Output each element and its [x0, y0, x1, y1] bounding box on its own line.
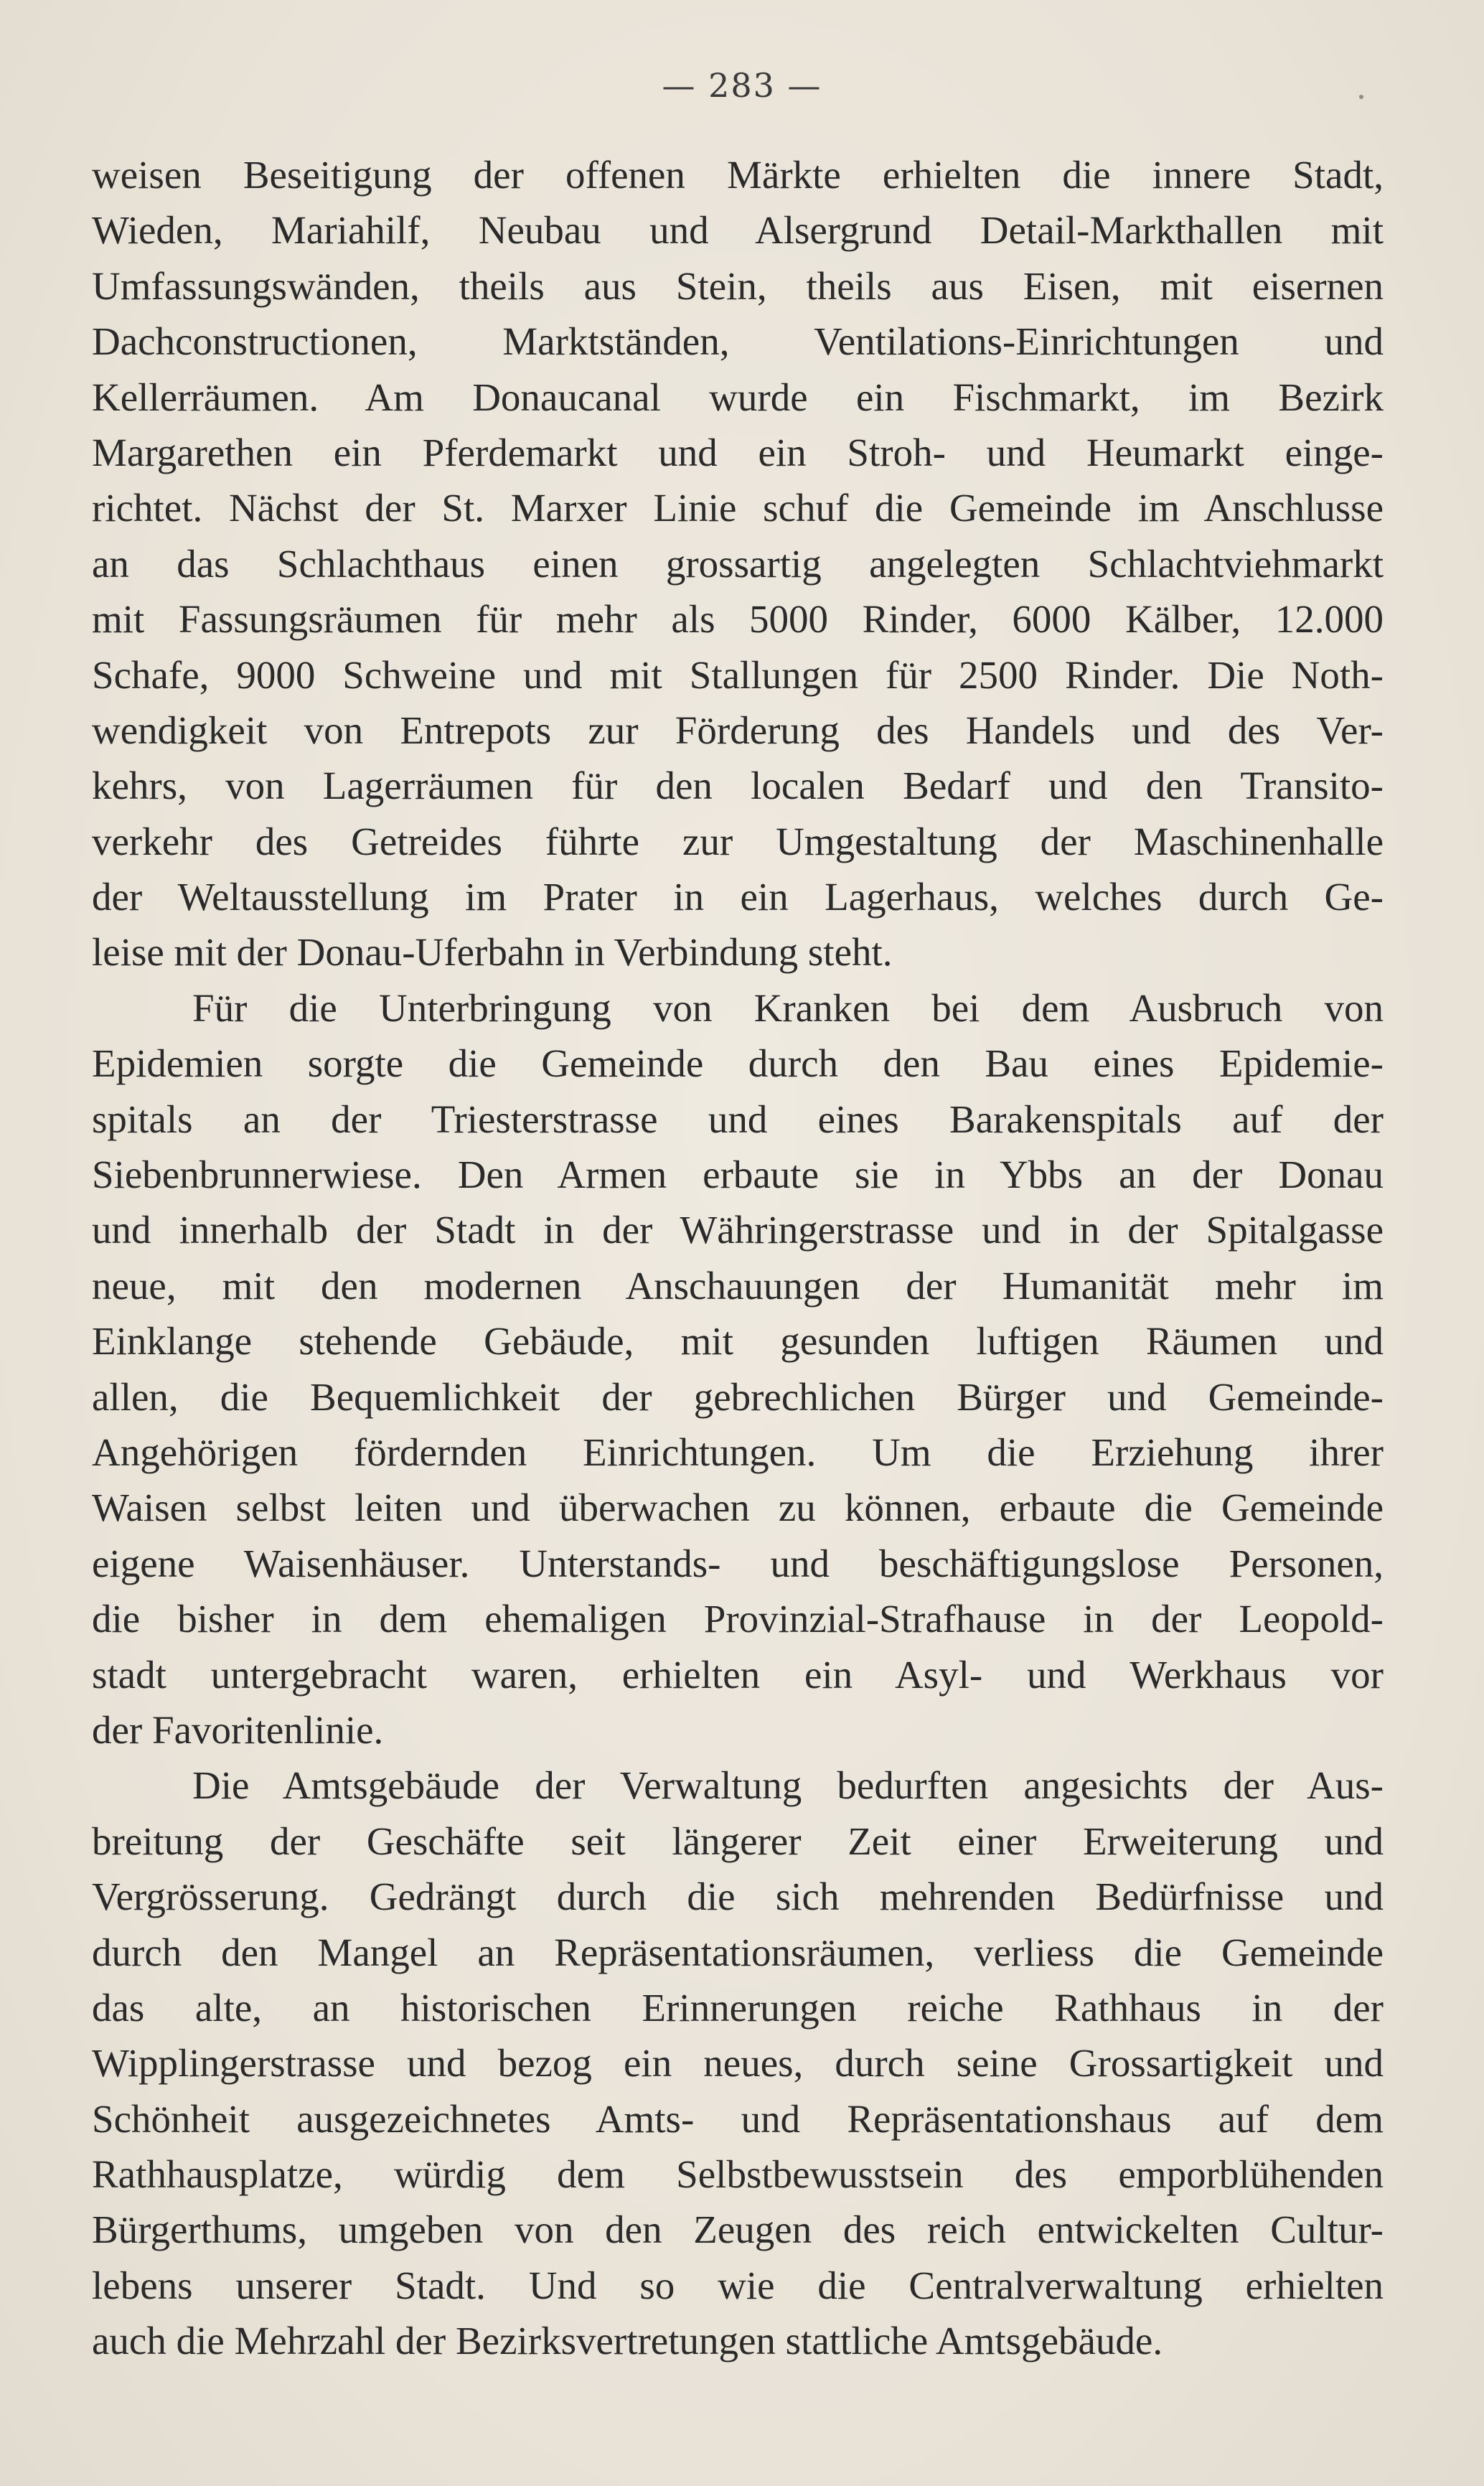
text-line: auch die Mehrzahl der Bezirksvertretungen stattliche Amtsgebäude.: [92, 2319, 1163, 2363]
text-line: Bürgerthums, umgeben von den Zeugen des reich entwickelten Cultur-: [92, 2208, 1384, 2252]
text-line: durch den Mangel an Repräsentationsräumen, verliess die Gemeinde: [92, 1930, 1384, 1974]
text-line: Siebenbrunnerwiese. Den Armen erbaute sie in Ybbs an der Donau: [92, 1153, 1384, 1197]
text-line: verkehr des Getreides führte zur Umgestaltung der Maschinenhalle: [92, 819, 1384, 863]
text-line: Epidemien sorgte die Gemeinde durch den Bau eines Epidemie-: [92, 1041, 1384, 1086]
text-line: Rathhausplatze, würdig dem Selbstbewusstsein des emporblühenden: [92, 2152, 1384, 2197]
text-line: Dachconstructionen, Marktständen, Ventilations-Einrichtungen und: [92, 319, 1384, 364]
page-number: — 283 —: [662, 66, 822, 105]
text-line: spitals an der Triesterstrasse und eines Barakenspitals auf der: [92, 1097, 1384, 1141]
text-line: Die Amtsgebäude der Verwaltung bedurften angesichts der Aus-: [192, 1763, 1384, 1808]
text-line: Kellerräumen. Am Donaucanal wurde ein Fischmarkt, im Bezirk: [92, 375, 1384, 419]
text-line: lebens unserer Stadt. Und so wie die Centralverwaltung erhielten: [92, 2263, 1384, 2307]
text-line: Waisen selbst leiten und überwachen zu können, erbaute die Gemeinde: [92, 1486, 1384, 1530]
text-line: mit Fassungsräumen für mehr als 5000 Rinder, 6000 Kälber, 12.000: [92, 597, 1384, 642]
text-line: kehrs, von Lagerräumen für den localen Bedarf und den Transito-: [92, 764, 1384, 808]
text-line: weisen Beseitigung der offenen Märkte erhielten die innere Stadt,: [92, 153, 1384, 197]
paragraph: [92, 1758, 1384, 2368]
text-line: Vergrösserung. Gedrängt durch die sich mehrenden Bedürfnisse und: [92, 1875, 1384, 1919]
text-line: breitung der Geschäfte seit längerer Zeit einer Erweiterung und: [92, 1819, 1384, 1863]
text-line: Margarethen ein Pferdemarkt und ein Stroh- und Heumarkt einge-: [92, 430, 1384, 474]
text-line: das alte, an historischen Erinnerungen reiche Rathhaus in der: [92, 1985, 1384, 2030]
text-line: der Weltausstellung im Prater in ein Lagerhaus, welches durch Ge-: [92, 875, 1384, 919]
text-line: Umfassungswänden, theils aus Stein, theils aus Eisen, mit eisernen: [92, 263, 1384, 308]
text-line: richtet. Nächst der St. Marxer Linie schuf die Gemeinde im Anschlusse: [92, 486, 1384, 530]
text-line: leise mit der Donau-Uferbahn in Verbindung steht.: [92, 930, 893, 975]
paragraph: [92, 147, 1384, 980]
body-text: [92, 147, 1384, 2369]
text-line: stadt untergebracht waren, erhielten ein Asyl- und Werkhaus vor: [92, 1652, 1384, 1697]
text-line: wendigkeit von Entrepots zur Förderung des Handels und des Ver-: [92, 708, 1384, 752]
text-line: an das Schlachthaus einen grossartig angelegten Schlachtviehmarkt: [92, 541, 1384, 586]
text-line: Einklange stehende Gebäude, mit gesunden luftigen Räumen und: [92, 1319, 1384, 1364]
text-line: Wipplingerstrasse und bezog ein neues, durch seine Grossartigkeit und: [92, 2041, 1384, 2086]
text-line: allen, die Bequemlichkeit der gebrechlichen Bürger und Gemeinde-: [92, 1374, 1384, 1419]
text-line: und innerhalb der Stadt in der Währingerstrasse und in der Spitalgasse: [92, 1208, 1384, 1252]
paragraph: [92, 980, 1384, 1758]
text-line: der Favoritenlinie.: [92, 1707, 384, 1752]
text-line: neue, mit den modernen Anschauungen der Humanität mehr im: [92, 1263, 1384, 1308]
text-line: Schafe, 9000 Schweine und mit Stallungen für 2500 Rinder. Die Noth-: [92, 652, 1384, 697]
text-line: Wieden, Mariahilf, Neubau und Alsergrund Detail-Markthallen mit: [92, 208, 1384, 253]
text-line: eigene Waisenhäuser. Unterstands- und beschäftigungslose Personen,: [92, 1541, 1384, 1585]
text-line: Angehörigen fördernden Einrichtungen. Um die Erziehung ihrer: [92, 1430, 1384, 1474]
paper-speck: [1359, 95, 1363, 99]
text-line: die bisher in dem ehemaligen Provinzial-Strafhause in der Leopold-: [92, 1597, 1384, 1641]
text-line: Für die Unterbringung von Kranken bei dem Ausbruch von: [192, 985, 1384, 1030]
text-line: Schönheit ausgezeichnetes Amts- und Repräsentationshaus auf dem: [92, 2096, 1384, 2141]
